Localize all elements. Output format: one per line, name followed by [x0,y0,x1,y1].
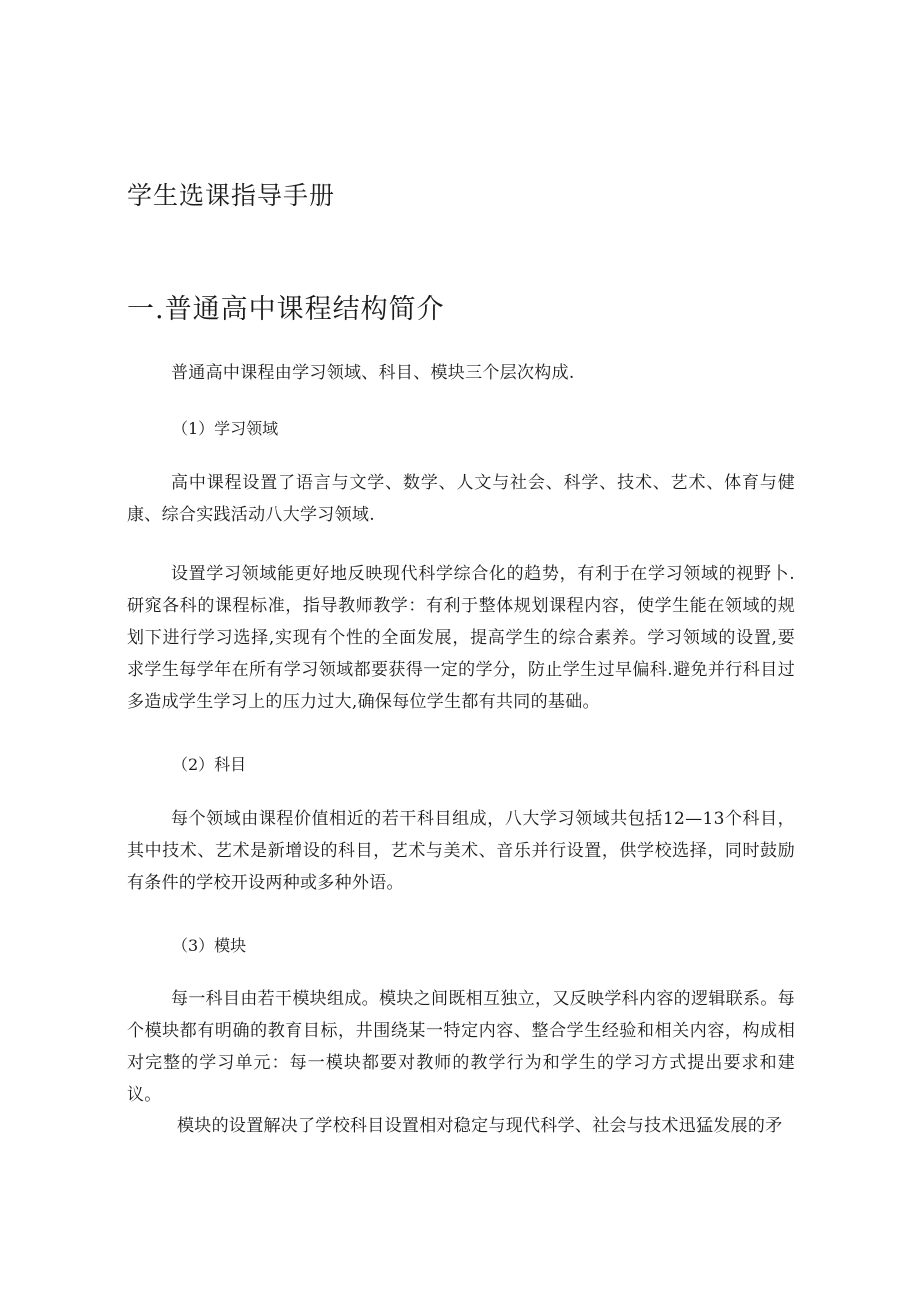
intro-paragraph: 普通高中课程由学习领域、科目、模块三个层次构成. [171,363,575,383]
subsection-heading-subjects: （2）科目 [172,755,247,774]
paragraph-learning-areas-list: 高中课程设置了语言与文学、数学、人文与社会、科学、技术、艺术、体育与健康、综合实践活动八大学习领域. [127,473,795,525]
paragraph-modules: 每一科目由若干模块组成。模块之间既相互独立，又反映学科内容的逻辑联系。每个模块都有明确的教育目标，井围绕某一特定内容、整合学生经验和相关内容，构成相对完整的学习单元：每一模块都要对教师的教学行为和学生的学习方式提出要求和建议。 [127,989,795,1105]
document-title: 学生选课指导手册 [127,181,336,210]
paragraph-learning-areas-purpose: 设置学习领域能更好地反映现代科学综合化的趋势，有利于在学习领域的视野卜.研窕各科的课程标准，指导教师教学：有利于整体规划课程内容，使学生能在领域的规划下进行学习选择,实现有个性的全面发展，提高学生的综合素养。学习领域的设置,要求学生每学年在所有学习领域都要获得一定的学分，防止学生过早偏科.避免并行科目过多造成学生学习上的压力过大,确保每位学生都有共同的基础。 [127,564,795,712]
subsection-heading-modules: （3）模块 [172,936,247,955]
paragraph-modules-design: 模块的设置解决了学校科目设置相对稳定与现代科学、社会与技术迅猛发展的矛 [177,1116,783,1136]
section-heading: 一.普通高中课程结构简介 [127,294,445,325]
paragraph-subjects: 每个领域由课程价值相近的若干科目组成，八大学习领域共包括12—13个科目，其中技术、艺术是新增设的科目，艺术与美术、音乐并行设置，供学校选择，同时鼓励有条件的学校开设两种或多种外语。 [127,809,795,893]
subsection-heading-learning-areas: （1）学习领域 [172,419,279,438]
